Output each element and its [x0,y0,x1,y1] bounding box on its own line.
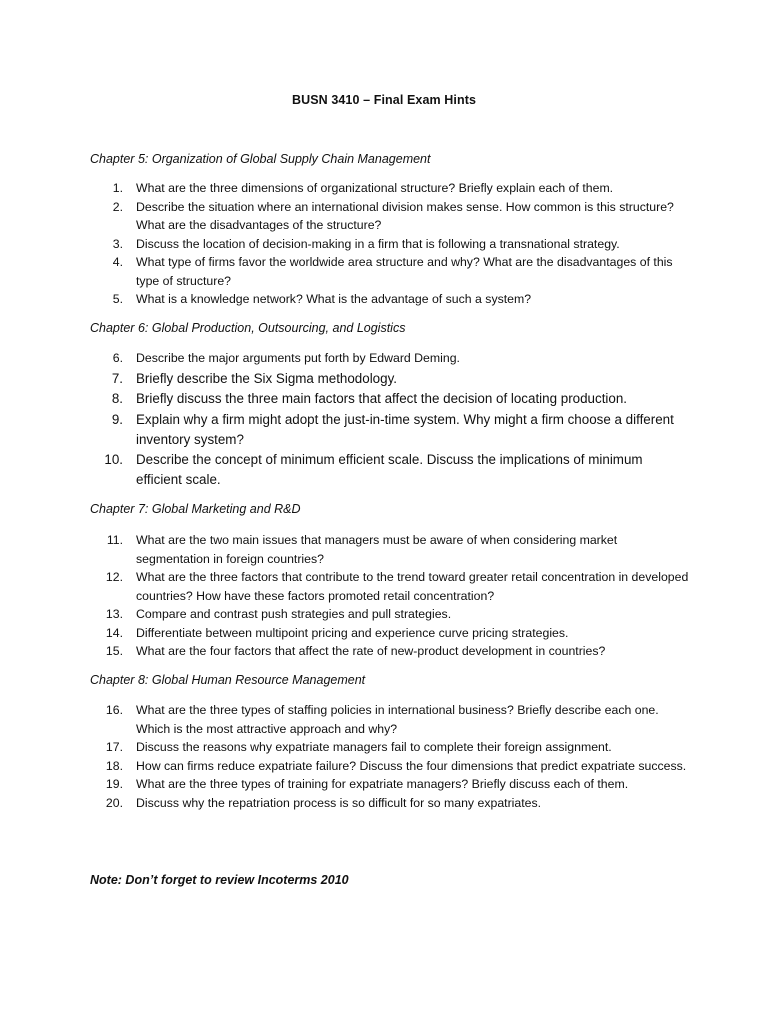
question-text: Discuss why the repatriation process is so difficult for so many expatriates. [136,795,542,810]
question-text: What is a knowledge network? What is the advantage of such a system? [136,292,532,306]
question-item [90,642,690,661]
question-number: 13. [105,607,123,621]
question-number: 7. [111,371,123,386]
question-item [90,757,690,776]
question-text: Explain why a firm might adopt the just-in-time system. Why might a firm choose a different inventory system? [136,411,674,447]
question-number: 19. [105,777,123,791]
question-text: Describe the concept of minimum efficient scale. Discuss the implications of minimum efficient scale. [136,452,643,488]
question-item [90,738,690,757]
question-list [90,349,690,368]
question-text: Describe the situation where an international division makes sense. How common is this structure? What are the disadvantages of the structure? [136,199,674,232]
question-list [90,369,690,491]
question-item [90,568,690,605]
review-note: Note: Don’t forget to review Incoterms 2010 [90,873,349,887]
question-text: Discuss the location of decision-making in a firm that is following a transnational strategy. [136,236,620,251]
question-item [90,179,690,198]
question-number: 5. [112,292,123,306]
question-text: What are the three types of training for expatriate managers? Briefly discuss each of them. [136,777,629,791]
question-text: What are the four factors that affect the rate of new-product development in countries? [136,644,606,658]
document-title: BUSN 3410 – Final Exam Hints [291,93,477,107]
question-item [90,450,690,491]
question-item [90,701,690,738]
question-item [90,794,690,813]
question-item [90,410,690,451]
question-text: What are the three dimensions of organizational structure? Briefly explain each of them. [136,181,614,195]
question-text: Discuss the reasons why expatriate managers fail to complete their foreign assignment. [136,740,612,754]
question-item [90,198,690,235]
question-number: 9. [111,411,123,427]
question-item [90,235,690,254]
question-number: 16. [105,703,123,717]
question-number: 1. [112,181,123,195]
chapter-heading: Chapter 7: Global Marketing and R&D [90,502,301,516]
question-number: 8. [111,391,123,407]
question-list [90,701,690,812]
question-number: 4. [112,255,123,269]
question-number: 14. [105,625,123,640]
question-number: 18. [105,758,123,773]
question-item [90,369,690,389]
question-number: 2. [112,199,123,214]
question-text: Briefly discuss the three main factors that affect the decision of locating production. [136,391,628,407]
question-item [90,624,690,643]
question-number: 11. [106,533,123,547]
question-number: 3. [112,236,123,251]
chapter-heading: Chapter 6: Global Production, Outsourcing, and Logistics [90,321,406,335]
question-text: Compare and contrast push strategies and pull strategies. [136,607,452,621]
question-item [90,349,690,368]
chapter-heading: Chapter 5: Organization of Global Supply Chain Management [90,152,431,166]
question-text: Briefly describe the Six Sigma methodology. [136,371,397,386]
question-number: 6. [112,351,123,365]
question-text: How can firms reduce expatriate failure? Discuss the four dimensions that predict expatriate success. [136,758,687,773]
question-number: 20. [105,795,123,810]
question-item [90,290,690,309]
question-text: What are the two main issues that managers must be aware of when considering market segmentation in foreign countries? [136,533,618,566]
question-text: Differentiate between multipoint pricing and experience curve pricing strategies. [136,625,569,640]
question-text: What type of firms favor the worldwide area structure and why? What are the disadvantages of this type of structure? [136,255,673,288]
question-text: What are the three types of staffing policies in international business? Briefly describe each one. Which is the most attractive approach and why? [136,703,659,736]
question-list [90,179,690,309]
question-item [90,389,690,409]
question-text: What are the three factors that contribute to the trend toward greater retail concentration in developed countries? How have these factors promoted retail concentration? [136,570,689,603]
question-list [90,531,690,661]
question-number: 10. [104,452,123,468]
chapter-heading: Chapter 8: Global Human Resource Management [90,673,366,687]
question-item [90,253,690,290]
question-item [90,605,690,624]
question-number: 17. [105,740,123,754]
question-number: 15. [105,644,123,658]
question-item [90,531,690,568]
question-text: Describe the major arguments put forth by Edward Deming. [136,351,460,365]
question-item [90,775,690,794]
question-number: 12. [105,570,123,584]
